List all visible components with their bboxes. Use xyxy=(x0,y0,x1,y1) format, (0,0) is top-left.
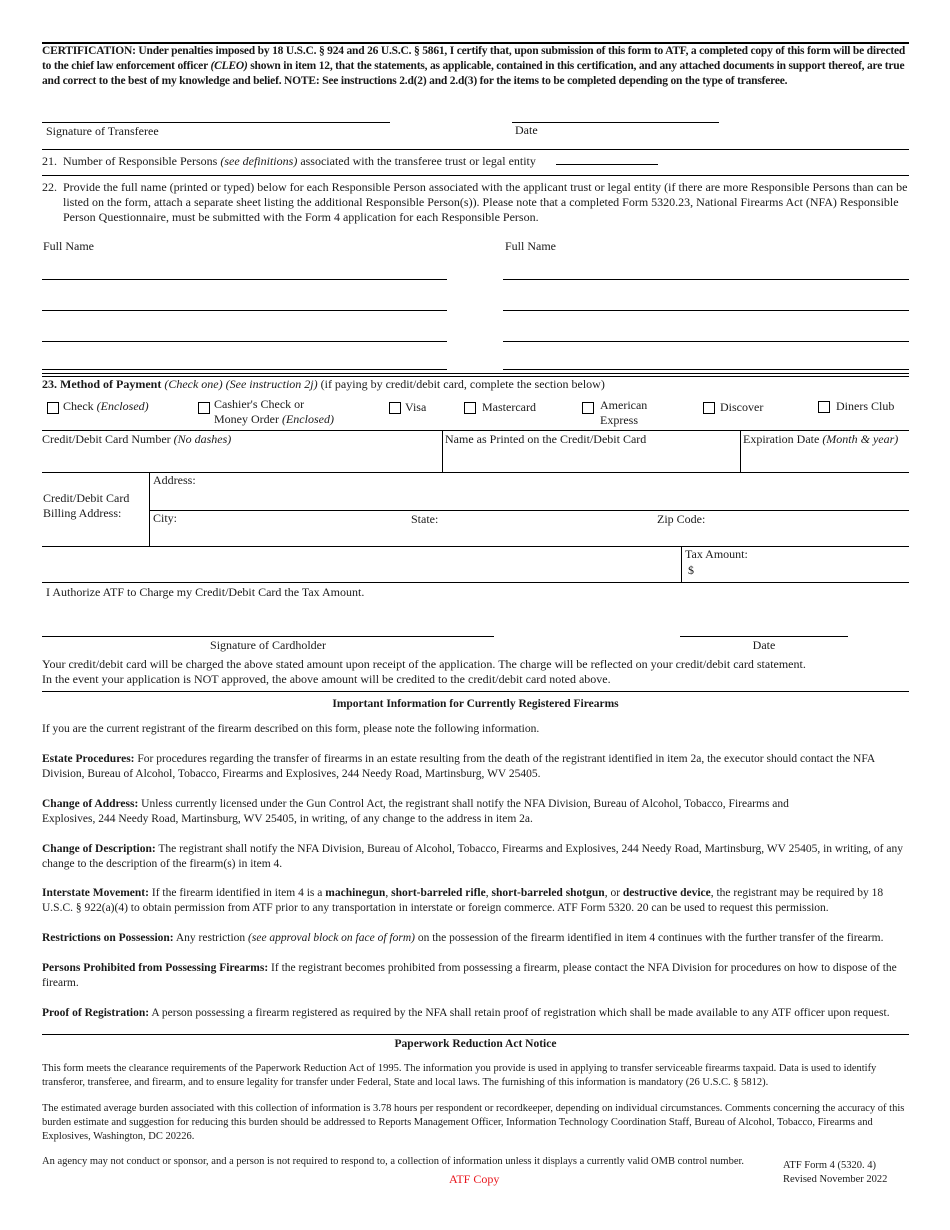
full-name-field-4[interactable] xyxy=(42,369,447,370)
full-name-field-8[interactable] xyxy=(503,369,909,370)
persons-prohibited: Persons Prohibited from Possessing Firearms: If the registrant becomes prohibited from possessing a firearm, please contact the NFA Division for procedures on how to dispose of the firearm. xyxy=(42,962,897,989)
authorize-text: I Authorize ATF to Charge my Credit/Debit Card the Tax Amount. xyxy=(46,585,365,599)
paperwork-p3: An agency may not conduct or sponsor, and a person is not required to respond to, a collection of information unless it displays a currently valid OMB control number. xyxy=(42,1156,745,1167)
item22-text: Provide the full name (printed or typed) below for each Responsible Person associated with the applicant trust or legal entity (if there are more Responsible Persons than can be listed on the form, attach a separate sheet listing the additional Responsible Person(s)). Please note that a completed Form 5320.23, National Firearms Act (NFA) Responsible Person Questionnaire, must be submitted with the Form 4 application for each Responsible Person. xyxy=(63,180,908,224)
card-number-input[interactable] xyxy=(42,448,440,470)
expiration-input[interactable] xyxy=(743,448,908,470)
form-revised: Revised November 2022 xyxy=(783,1174,888,1185)
full-name-field-5[interactable] xyxy=(503,279,909,280)
interstate-movement: Interstate Movement: If the firearm identified in item 4 is a machinegun, short-barreled rifle, short-barreled shotgun, or destructive device, the registrant may be required by 18 U.S.C. § 922(a)(4) to obtain permission from ATF prior to any transportation in interstate or foreign commerce. ATF Form 5320. 20 can be used to request this permission. xyxy=(42,887,884,914)
change-of-address: Change of Address: Unless currently licensed under the Gun Control Act, the registrant shall notify the NFA Division, Bureau of Alcohol, Tobacco, Firearms and Explosives, 244 Needy Road, Martinsburg, WV 25405, in writing, of any change to the address in item 2a. xyxy=(42,798,789,825)
billing-divider xyxy=(149,472,150,546)
name-on-card-input[interactable] xyxy=(445,448,737,470)
tax-dollar-sign: $ xyxy=(688,563,694,577)
form-id: ATF Form 4 (5320. 4) xyxy=(783,1160,877,1171)
visa-label: Visa xyxy=(405,400,427,414)
cashiers-check-label: Cashier's Check or Money Order (Enclosed) xyxy=(214,397,334,426)
cashiers-check-checkbox[interactable] xyxy=(198,402,210,414)
tax-divider xyxy=(681,546,682,582)
address-rule xyxy=(149,510,909,511)
full-name-field-1[interactable] xyxy=(42,279,447,280)
card-row-divider-2 xyxy=(740,430,741,472)
diners-club-checkbox[interactable] xyxy=(818,401,830,413)
tax-row-bottom xyxy=(42,582,909,583)
paperwork-p1: This form meets the clearance requirements of the Paperwork Reduction Act of 1995. The information you provide is used in applying to transfer serviceable firearms taxpaid. Data is used to identify transferor, transferee, and firearm, and to ensure legality for transfer under Federal, State and local laws. The furnishing of this information is mandatory (26 U.S.C. § 5812). xyxy=(42,1063,877,1088)
item21-text: 21. Number of Responsible Persons (see definitions) associated with the transferee trust or legal entity xyxy=(42,154,536,168)
transferee-date-label: Date xyxy=(515,123,538,137)
american-express-checkbox[interactable] xyxy=(582,402,594,414)
transferee-signature-line[interactable] xyxy=(42,122,390,123)
zip-input[interactable] xyxy=(712,512,907,544)
visa-checkbox[interactable] xyxy=(389,402,401,414)
paperwork-rule xyxy=(42,1034,909,1035)
full-name-field-7[interactable] xyxy=(503,341,909,342)
mastercard-checkbox[interactable] xyxy=(464,402,476,414)
check-enclosed-checkbox[interactable] xyxy=(47,402,59,414)
tax-amount-input[interactable] xyxy=(700,562,905,580)
item21-rule xyxy=(42,149,909,150)
card-row-top xyxy=(42,430,909,431)
name-on-card-label: Name as Printed on the Credit/Debit Card xyxy=(445,432,647,446)
item23-rule-a xyxy=(42,373,909,374)
state-label: State: xyxy=(411,512,439,526)
estate-procedures: Estate Procedures: For procedures regarding the transfer of firearms in an estate resulting from the death of the registrant identified in item 2a, the executor should contact the NFA Division, Bureau of Alcohol, Tobacco, Firearms and Explosives, 244 Needy Road, Martinsburg, WV 25405. xyxy=(42,753,875,780)
check-enclosed-label: Check (Enclosed) xyxy=(63,399,149,413)
address-label: Address: xyxy=(153,473,196,487)
discover-label: Discover xyxy=(720,400,764,414)
item22-number: 22. xyxy=(42,180,57,194)
item23-heading: 23. Method of Payment (Check one) (See instruction 2j) (if paying by credit/debit card, complete the section below) xyxy=(42,377,605,391)
full-name-field-2[interactable] xyxy=(42,310,447,311)
certification-block: CERTIFICATION: Under penalties imposed by 18 U.S.C. § 924 and 26 U.S.C. § 5861, I certify that, upon submission of this form to ATF, a completed copy of this form will be directed to the chief law enforcement officer (CLEO) shown in item 12, that the statements, as applicable, contained in this certification, and any attached documents in support thereof, are true and correct to the best of my knowledge and belief. NOTE: See instructions 2.d(2) and 2.d(3) for the items to be completed depending on the type of transferee. xyxy=(42,45,906,87)
important-title: Important Information for Currently Registered Firearms xyxy=(332,698,619,710)
restrictions-on-possession: Restrictions on Possession: Any restriction (see approval block on face of form) on the possession of the firearm identified in item 4 continues with the further transfer of the firearm. xyxy=(42,932,884,944)
full-name-field-6[interactable] xyxy=(503,310,909,311)
paperwork-p2: The estimated average burden associated with this collection of information is 3.78 hours per respondent or recordkeeper, depending on individual circumstances. Comments concerning the accuracy of this burden estimate and suggestion for reducing this burden should be addressed to Reports Management Officer, Information Technology Coordination Staff, Bureau of Alcohol, Tobacco, Firearms and Explosives, Washington, DC 20226. xyxy=(42,1103,905,1142)
card-number-label: Credit/Debit Card Number (No dashes) xyxy=(42,432,232,446)
transferee-date-line[interactable] xyxy=(512,122,719,123)
card-row-divider-1 xyxy=(442,430,443,472)
full-name-left-header: Full Name xyxy=(43,239,94,253)
american-express-label: American Express xyxy=(600,398,648,427)
state-input[interactable] xyxy=(445,512,650,544)
cardholder-signature-label: Signature of Cardholder xyxy=(210,638,326,652)
important-rule xyxy=(42,691,909,692)
transferee-signature-label: Signature of Transferee xyxy=(46,124,159,138)
expiration-label: Expiration Date (Month & year) xyxy=(743,432,899,446)
charge-note: Your credit/debit card will be charged the above stated amount upon receipt of the application. The charge will be reflected on your credit/debit card statement. In the event your application is NOT approved, the above amount will be credited to the credit/debit card noted above. xyxy=(42,657,806,686)
address-input[interactable] xyxy=(205,474,905,508)
important-intro: If you are the current registrant of the firearm described on this form, please note the following information. xyxy=(42,723,540,735)
cardholder-date-line[interactable] xyxy=(680,636,848,637)
mastercard-label: Mastercard xyxy=(482,400,536,414)
full-name-field-3[interactable] xyxy=(42,341,447,342)
atf-copy-label: ATF Copy xyxy=(449,1172,500,1186)
cardholder-date-label: Date xyxy=(752,638,776,652)
paperwork-title: Paperwork Reduction Act Notice xyxy=(394,1038,557,1050)
tax-row-top xyxy=(42,546,909,547)
cardholder-signature-line[interactable] xyxy=(42,636,494,637)
proof-of-registration: Proof of Registration: A person possessing a firearm registered as required by the NFA shall retain proof of registration which shall be made available to any ATF officer upon request. xyxy=(42,1007,890,1019)
zip-label: Zip Code: xyxy=(657,512,706,526)
city-label: City: xyxy=(153,511,178,525)
item22-rule xyxy=(42,175,909,176)
item21-count-field[interactable] xyxy=(556,164,658,165)
tax-amount-label: Tax Amount: xyxy=(685,547,748,561)
discover-checkbox[interactable] xyxy=(703,402,715,414)
full-name-right-header: Full Name xyxy=(505,239,556,253)
city-input[interactable] xyxy=(185,512,405,544)
change-of-description: Change of Description: The registrant shall notify the NFA Division, Bureau of Alcohol, Tobacco, Firearms and Explosives, 244 Needy Road, Martinsburg, WV 25405, in writing, of any change to the description of the firearm(s) in item 4. xyxy=(42,843,903,870)
diners-club-label: Diners Club xyxy=(836,399,895,413)
billing-address-label: Credit/Debit Card Billing Address: xyxy=(43,491,130,520)
